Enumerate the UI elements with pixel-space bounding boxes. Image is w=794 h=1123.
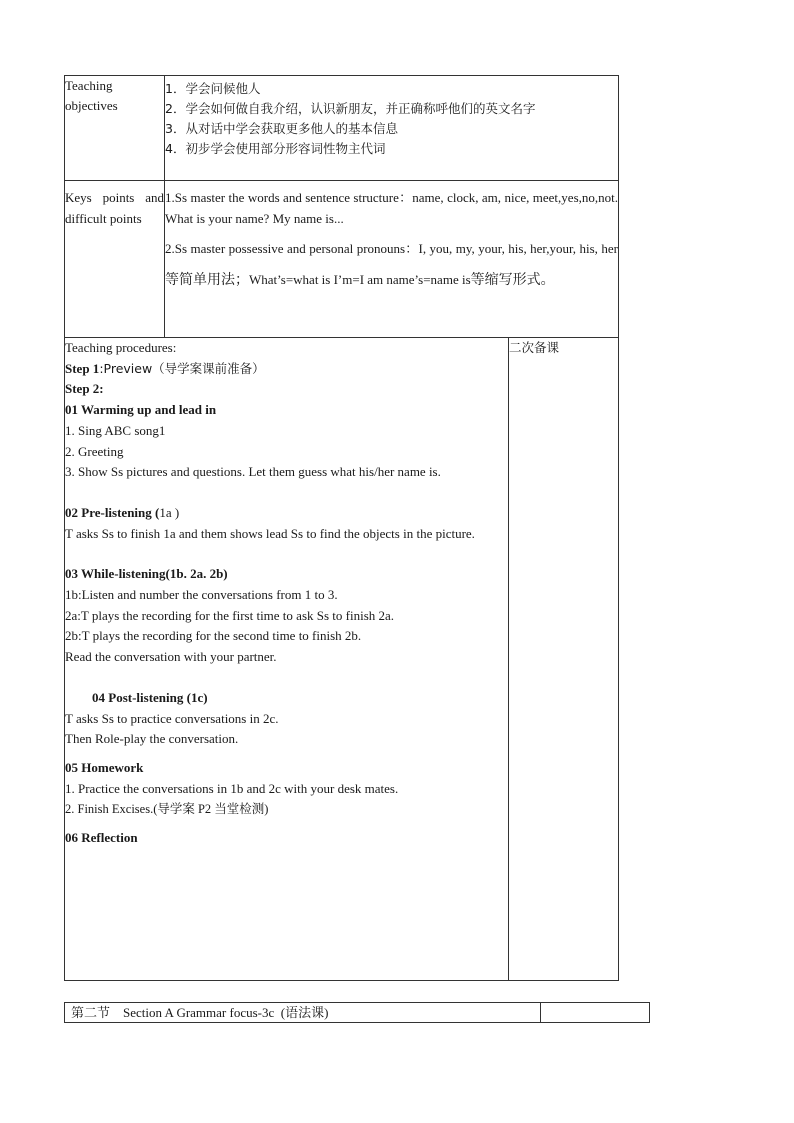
section-02-text: T asks Ss to finish 1a and them shows lead Ss to find the objects in the picture. <box>65 525 475 541</box>
key-point-1: 1.Ss master the words and sentence structure：name, clock, am, nice, meet,yes,no,not. What is your name? My name is... <box>165 190 618 226</box>
objectives-label: Teaching objectives <box>65 76 165 181</box>
step-2-label: Step 2: <box>65 381 104 397</box>
section-05-title: 05 Homework <box>65 759 144 775</box>
section-01-item: 3. Show Ss pictures and questions. Let them guess what his/her name is. <box>65 464 441 480</box>
next-section-table <box>64 1002 650 1023</box>
section-04-title: 04 Post-listening (1c) <box>92 689 208 705</box>
section-03-item: 2a:T plays the recording for the first time to ask Ss to finish 2a. <box>65 607 395 623</box>
section-02-title <box>65 503 508 524</box>
section-03-item: 2b:T plays the recording for the second time to finish 2b. <box>65 628 362 644</box>
section-04-item: Then Role-play the conversation. <box>65 731 239 747</box>
step-1 <box>65 359 508 380</box>
section-01-item: 1. Sing ABC song1 <box>65 422 166 438</box>
section-04-item: T asks Ss to practice conversations in 2c. <box>65 710 279 726</box>
next-section-title: 第二节 Section A Grammar focus-3c (语法课) <box>65 1003 541 1023</box>
procedures-heading: Teaching procedures: <box>65 340 177 355</box>
lesson-plan-table <box>64 75 619 981</box>
section-05-item: 2. Finish Excises.(导学案 P2 当堂检测) <box>65 802 269 817</box>
next-section-row <box>65 1003 650 1023</box>
section-03-item: 1b:Listen and number the conversations from 1 to 3. <box>65 587 338 603</box>
key-points-row <box>65 181 619 338</box>
section-02-title-rest: 1a ) <box>159 504 180 520</box>
key-point-2-text: 2.Ss master possessive and personal pronouns：I, you, my, your, his, her,your, his, her <box>165 241 618 256</box>
key-points-label: Keys points and difficult points <box>65 181 165 338</box>
step-1-text: :Preview（导学案课前准备） <box>99 360 265 376</box>
step-1-label: Step 1 <box>65 360 100 376</box>
section-03-title: 03 While-listening(1b. 2a. 2b) <box>65 566 228 582</box>
section-06-title: 06 Reflection <box>65 830 138 846</box>
key-point-2-cn: 等简单用法； <box>165 272 249 288</box>
section-01-item: 2. Greeting <box>65 443 124 459</box>
second-prep-column <box>509 338 619 981</box>
section-05-item: 1. Practice the conversations in 1b and 2c with your desk mates. <box>65 780 399 796</box>
procedures-content <box>65 338 509 981</box>
objectives-content <box>165 76 619 181</box>
procedures-row <box>65 338 619 981</box>
section-02-title-bold: 02 Pre-listening ( <box>65 504 160 520</box>
objective-item: 4．初步学会使用部分形容词性物主代词 <box>165 141 386 156</box>
objective-item: 2．学会如何做自我介绍，认识新朋友，并正确称呼他们的英文名字 <box>165 101 536 116</box>
section-01-title: 01 Warming up and lead in <box>65 402 217 418</box>
next-section-blank <box>541 1003 650 1023</box>
section-03-item: Read the conversation with your partner. <box>65 649 277 665</box>
key-point-2-contractions: What’s=what is I’m=I am name’s=name is <box>249 272 471 287</box>
objective-item: 1．学会问候他人 <box>165 81 261 96</box>
objective-item: 3．从对话中学会获取更多他人的基本信息 <box>165 121 398 136</box>
key-points-content <box>165 181 619 338</box>
key-point-2 <box>165 233 618 296</box>
key-point-2-cn-end: 等缩写形式。 <box>470 272 555 288</box>
second-prep-label: 二次备课 <box>509 340 560 355</box>
objectives-row <box>65 76 619 181</box>
